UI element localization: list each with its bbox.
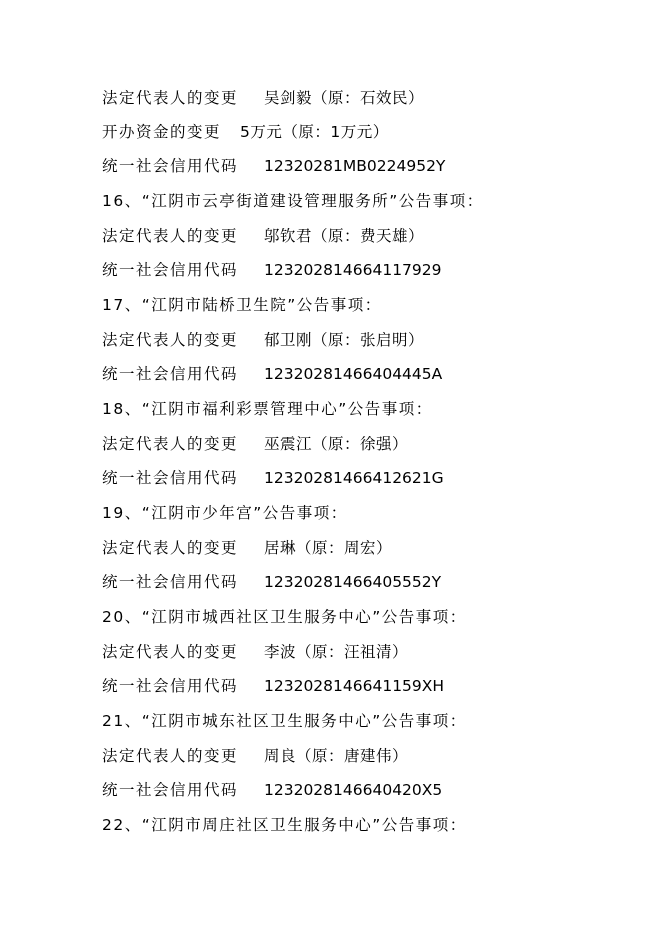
row-value: 李波（原：汪祖清） xyxy=(264,643,409,661)
row-label: 统一社会信用代码 xyxy=(102,261,239,279)
row-value: 12320281466412621G xyxy=(264,469,444,487)
row-label: 法定代表人的变更 xyxy=(102,227,239,245)
legal-rep-change-row xyxy=(102,86,425,110)
announcement-heading: 18、“江阴市福利彩票管理中心”公告事项： xyxy=(102,400,433,418)
row-value: 居琳（原：周宏） xyxy=(264,539,393,557)
row-value: 12320281MB0224952Y xyxy=(264,157,446,175)
legal-rep-change-row xyxy=(102,640,409,664)
row-label: 统一社会信用代码 xyxy=(102,365,239,383)
announcement-heading: 19、“江阴市少年宫”公告事项： xyxy=(102,504,348,522)
legal-rep-change-row xyxy=(102,432,409,456)
row-value: 1232028146640420X5 xyxy=(264,781,443,799)
row-value: 1232028146641159XH xyxy=(264,677,445,695)
announcement-heading: 20、“江阴市城西社区卫生服务中心”公告事项： xyxy=(102,608,467,626)
row-label: 法定代表人的变更 xyxy=(102,539,239,557)
row-label: 法定代表人的变更 xyxy=(102,89,239,107)
row-label: 法定代表人的变更 xyxy=(102,435,239,453)
row-value: 12320281466405552Y xyxy=(264,573,442,591)
row-value: 巫震江（原：徐强） xyxy=(264,435,409,453)
credit-code-row xyxy=(102,258,442,282)
row-label: 统一社会信用代码 xyxy=(102,781,239,799)
announcement-heading: 22、“江阴市周庄社区卫生服务中心”公告事项： xyxy=(102,816,467,834)
legal-rep-change-row xyxy=(102,224,425,248)
credit-code-row xyxy=(102,154,446,178)
credit-code-row xyxy=(102,466,444,490)
row-label: 法定代表人的变更 xyxy=(102,747,239,765)
row-label: 法定代表人的变更 xyxy=(102,331,239,349)
row-value: 123202814664117929 xyxy=(264,261,442,279)
credit-code-row xyxy=(102,674,445,698)
row-label: 统一社会信用代码 xyxy=(102,469,239,487)
row-value: 吴剑毅（原：石效民） xyxy=(264,89,425,107)
row-label: 法定代表人的变更 xyxy=(102,643,239,661)
row-label: 开办资金的变更 xyxy=(102,123,222,141)
row-value: 12320281466404445A xyxy=(264,365,443,383)
announcement-heading: 21、“江阴市城东社区卫生服务中心”公告事项： xyxy=(102,712,467,730)
credit-code-row xyxy=(102,362,443,386)
credit-code-row xyxy=(102,570,442,594)
row-value: 周良（原：唐建伟） xyxy=(264,747,409,765)
row-label: 统一社会信用代码 xyxy=(102,157,239,175)
legal-rep-change-row xyxy=(102,744,409,768)
announcement-heading: 16、“江阴市云亭街道建设管理服务所”公告事项： xyxy=(102,192,484,210)
legal-rep-change-row xyxy=(102,536,393,560)
row-value: 邬钦君（原：费天雄） xyxy=(264,227,425,245)
credit-code-row xyxy=(102,778,443,802)
announcement-heading: 17、“江阴市陆桥卫生院”公告事项： xyxy=(102,296,382,314)
row-label: 统一社会信用代码 xyxy=(102,573,239,591)
legal-rep-change-row xyxy=(102,328,425,352)
row-value: 5万元（原：1万元） xyxy=(240,123,389,141)
capital-change-row xyxy=(102,120,389,144)
row-value: 郁卫刚（原：张启明） xyxy=(264,331,425,349)
row-label: 统一社会信用代码 xyxy=(102,677,239,695)
